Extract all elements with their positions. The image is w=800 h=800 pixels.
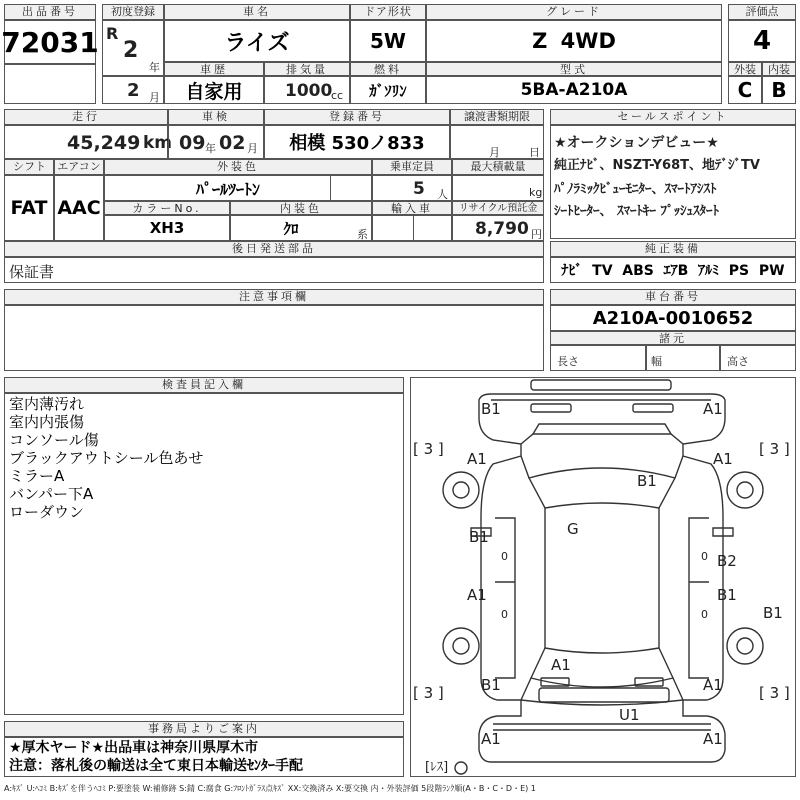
- width-label: 幅: [651, 355, 662, 368]
- exterior-color-header: 外装色: [104, 159, 372, 175]
- chassis-number-cell: [550, 305, 796, 331]
- lot-blank-cell: [4, 64, 96, 104]
- model-name-header: 車名: [164, 4, 350, 20]
- damage-label-right-fender: A1: [713, 450, 733, 468]
- inspector-notes-cell: [4, 393, 404, 715]
- displacement-cell: [264, 76, 350, 104]
- interior-grade-header: 内装: [762, 62, 796, 76]
- plate-number-header: 登録番号: [264, 109, 450, 125]
- fuel-type: ｶﾞｿﾘﾝ: [369, 81, 407, 100]
- inspection-cell: [168, 125, 264, 159]
- model-code-cell: [426, 76, 722, 104]
- car-outline-diagram: [411, 378, 795, 776]
- first-registration-month-cell: [102, 76, 164, 104]
- office-notice-line: 注意：落札後の輸送は全て東日本輸送ｾﾝﾀｰ手配: [9, 758, 303, 774]
- sales-points-cell: [550, 125, 796, 239]
- first-registration-year-cell: [102, 20, 164, 76]
- deadline-day-unit: 日: [529, 146, 540, 159]
- damage-label-zero: 0: [701, 550, 708, 563]
- damage-label-rear-right: A1: [703, 676, 723, 694]
- damage-label-left-front-door: B1: [469, 528, 489, 546]
- damage-label-rear-left: B1: [481, 676, 501, 694]
- damage-label-zero: 0: [501, 608, 508, 621]
- plate-number-cell: [264, 125, 450, 159]
- inspector-note-line: ミラーA: [9, 467, 65, 485]
- dimensions-header: 諸元: [550, 331, 796, 345]
- sales-points-header: セールスポイント: [550, 109, 796, 125]
- sales-point-line: 純正ﾅﾋﾞ、NSZT-Y68T、地ﾃﾞｼﾞTV: [554, 158, 760, 173]
- exterior-color: ﾊﾟｰﾙﾂｰﾄﾝ: [195, 179, 260, 199]
- inspector-note-line: コンソール傷: [9, 431, 99, 449]
- year-unit: 年: [149, 61, 160, 74]
- tire-rear-left: [ 3 ]: [413, 684, 444, 702]
- shift-cell: [4, 175, 54, 241]
- import-header: 輸入車: [372, 201, 452, 215]
- damage-label-right-rear-door: B1: [717, 586, 737, 604]
- grade: Z 4WD: [532, 29, 616, 53]
- recycle-fee-unit: 円: [531, 228, 542, 241]
- color-number-header: カラーNo.: [104, 201, 230, 215]
- shift-value: FAT: [10, 197, 48, 219]
- displacement-value: 1000: [285, 81, 333, 101]
- damage-label-trunk: A1: [551, 656, 571, 674]
- damage-label-left-rear-door: A1: [467, 586, 487, 604]
- vehicle-history-cell: [164, 76, 264, 104]
- mileage-cell: [4, 125, 173, 159]
- legend-text: A:ｷｽﾞ U:ﾍｺﾐ B:ｷｽﾞを伴うﾍｺﾐ P:要塗装 W:補修跡 S:錆 C:腐食 G:ﾌﾛﾝﾄｶﾞﾗｽ点ｷｽﾞ XX:交換済み X:要交換 内・外装評価 5段階ﾗﾝｸ順(A・B・C・D・E) 1: [4, 784, 536, 793]
- height-cell: [720, 345, 796, 371]
- tire-front-left: [ 3 ]: [413, 440, 444, 458]
- displacement-unit: cc: [331, 89, 344, 102]
- sales-point-line: ★オークションデビュー★: [554, 135, 719, 151]
- inspector-note-line: ブラックアウトシール色あせ: [9, 449, 204, 467]
- registration-month: 2: [127, 80, 140, 101]
- model-code-header: 型式: [426, 62, 722, 76]
- damage-label-front-left: B1: [481, 400, 501, 418]
- exterior-grade-cell: [728, 76, 762, 104]
- damage-label-bottom-left: A1: [481, 730, 501, 748]
- damage-label-hood: B1: [637, 472, 657, 490]
- fuel-cell: [350, 76, 426, 104]
- interior-color-unit: 系: [357, 228, 368, 241]
- inspection-year: 09: [179, 132, 206, 154]
- inspection-header: 車検: [168, 109, 264, 125]
- damage-label-zero: 0: [501, 550, 508, 563]
- tire-rear-right: [ 3 ]: [759, 684, 790, 702]
- plate-number: 相模 530ノ833: [289, 133, 425, 154]
- month-unit: 月: [149, 91, 160, 104]
- inspector-note-line: バンパー下A: [9, 485, 94, 503]
- import-cell: [372, 215, 452, 241]
- exterior-color-sub-cell: [330, 175, 372, 201]
- door-type-header: ドア形状: [350, 4, 426, 20]
- capacity-cell: [372, 175, 452, 201]
- sales-point-line: ﾊﾟﾉﾗﾐｯｸﾋﾞｭｰﾓﾆﾀｰ、ｽﾏｰﾄｱｼｽﾄ: [554, 182, 717, 197]
- notes-cell: [4, 305, 544, 371]
- inspection-year-unit: 年: [205, 142, 216, 155]
- tire-front-right: [ 3 ]: [759, 440, 790, 458]
- office-notice-cell: [4, 737, 404, 777]
- document-deadline-header: 譲渡書類期限: [450, 109, 544, 125]
- exterior-grade-header: 外装: [728, 62, 762, 76]
- max-load-unit: kg: [529, 186, 543, 199]
- damage-label-zero: 0: [701, 608, 708, 621]
- recycle-fee-value: 8,790: [475, 219, 529, 239]
- model-code: 5BA-A210A: [520, 80, 628, 100]
- max-load-cell: [452, 175, 544, 201]
- mileage-unit: km: [143, 133, 173, 153]
- color-number: XH3: [149, 219, 185, 237]
- interior-grade-cell: [762, 76, 796, 104]
- capacity-value: 5: [413, 179, 425, 199]
- capacity-unit: 人: [437, 188, 448, 201]
- interior-color-cell: [230, 215, 372, 241]
- fuel-header: 燃料: [350, 62, 426, 76]
- equipment-header: 純正装備: [550, 241, 796, 257]
- grade-header: グレード: [426, 4, 722, 20]
- notes-header: 注意事項欄: [4, 289, 544, 305]
- vehicle-history: 自家用: [185, 80, 243, 103]
- damage-label-left-fender: A1: [467, 450, 487, 468]
- height-label: 高さ: [727, 355, 749, 368]
- sales-point-line: ｼｰﾄﾋｰﾀｰ、 ｽﾏｰﾄｷｰ ﾌﾟｯｼｭｽﾀｰﾄ: [554, 204, 720, 219]
- document-deadline-cell: [450, 125, 544, 159]
- interior-color: ｸﾛ: [283, 219, 299, 238]
- inspector-notes-header: 検査員記入欄: [4, 377, 404, 393]
- equipment-cell: [550, 257, 796, 283]
- mileage-value: 45,249: [67, 132, 141, 154]
- chassis-number-header: 車台番号: [550, 289, 796, 305]
- inspector-note-line: 室内薄汚れ: [9, 395, 85, 413]
- later-parts-header: 後日発送部品: [4, 241, 544, 257]
- office-notice-header: 事務局よりご案内: [4, 721, 404, 737]
- mileage-header: 走行: [4, 109, 168, 125]
- inspector-note-line: ローダウン: [9, 503, 85, 521]
- max-load-header: 最大積載量: [452, 159, 544, 175]
- aircon-header: エアコン: [54, 159, 104, 175]
- lot-number-header: 出品番号: [4, 4, 96, 20]
- displacement-header: 排気量: [264, 62, 350, 76]
- chassis-number: A210A-0010652: [592, 307, 754, 329]
- import-divider: [413, 215, 414, 241]
- interior-color-header: 内装色: [230, 201, 372, 215]
- first-registration-header: 初度登録: [102, 4, 164, 20]
- inspection-month-unit: 月: [247, 142, 258, 155]
- registration-year: 2: [123, 38, 139, 63]
- aircon-value: AAC: [57, 197, 101, 219]
- score-header: 評価点: [728, 4, 796, 20]
- office-notice-line: ★厚木ヤード★出品車は神奈川県厚木市: [9, 740, 259, 756]
- inspection-month: 02: [219, 132, 246, 154]
- length-label: 長さ: [557, 355, 579, 368]
- exterior-grade: C: [737, 78, 753, 102]
- color-number-cell: [104, 215, 230, 241]
- damage-label-right-side: B1: [763, 604, 783, 622]
- damage-label-roof: G: [567, 520, 579, 538]
- inspector-note-line: 室内内張傷: [9, 413, 85, 431]
- era-letter: R: [106, 24, 119, 43]
- damage-label-rear-bumper: U1: [619, 706, 640, 724]
- vehicle-history-header: 車歴: [164, 62, 264, 76]
- later-parts-cell: [4, 257, 544, 283]
- model-name: ライズ: [224, 30, 290, 56]
- deadline-month-unit: 月: [489, 146, 500, 159]
- model-name-cell: [164, 20, 350, 62]
- damage-label-right-front-door: B2: [717, 552, 737, 570]
- damage-label-bottom-right: A1: [703, 730, 723, 748]
- later-parts-value: 保証書: [9, 263, 55, 281]
- width-cell: [646, 345, 720, 371]
- score: 4: [752, 26, 772, 56]
- lot-number: 72031: [1, 25, 99, 59]
- length-cell: [550, 345, 646, 371]
- recycle-fee-header: リサイクル預託金: [452, 201, 544, 215]
- equipment-value: ﾅﾋﾞ TV ABS ｴｱB ｱﾙﾐ PS PW: [561, 263, 785, 279]
- lot-number-cell: [1, 20, 99, 64]
- door-type: 5W: [370, 29, 406, 53]
- score-cell: [728, 20, 796, 62]
- shift-header: シフト: [4, 159, 54, 175]
- capacity-header: 乗車定員: [372, 159, 452, 175]
- spare-tire-label: [ﾚｽ]: [425, 760, 449, 775]
- interior-grade: B: [771, 78, 787, 102]
- grade-cell: [426, 20, 722, 62]
- door-type-cell: [350, 20, 426, 62]
- damage-label-front-right: A1: [703, 400, 723, 418]
- aircon-cell: [54, 175, 104, 241]
- recycle-fee-cell: [452, 215, 544, 241]
- damage-diagram-frame: [410, 377, 796, 777]
